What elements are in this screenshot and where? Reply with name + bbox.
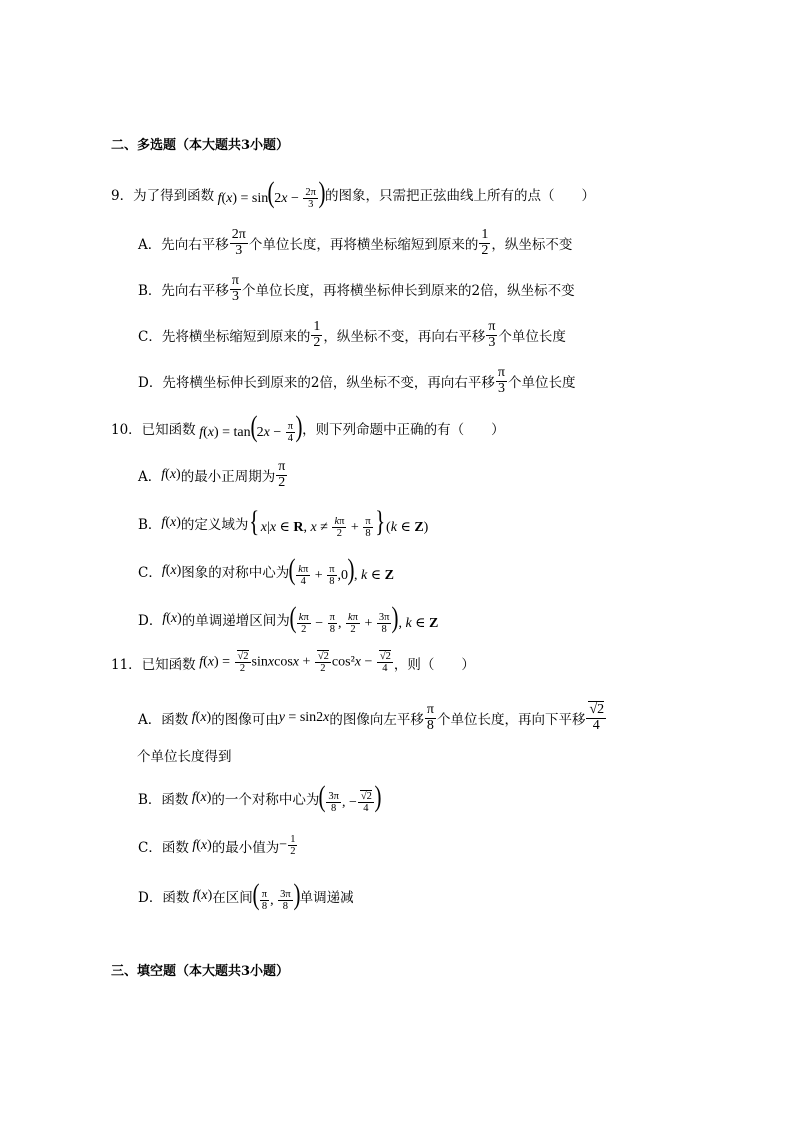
q11-a-text-2: 的图像可由 [211,712,279,729]
q11-a-sin2x: y = sin2x [278,710,330,726]
q10-a-fx: f(x) [161,467,181,483]
section-heading-fill-in-blank: 三、填空题（本大题共3小题） [111,964,290,979]
q9-function-formula: f(x) = sin(2x − $\frac{2\pi}{3}$ ) [217,176,326,211]
q10-c-fx: f(x) [161,563,182,579]
q11-b-text-2: 的一个对称中心为 [211,792,320,809]
q11-a-fraction-sqrt2-4: √2 4 [586,703,606,733]
q11-a-fraction-pi-8: π 8 [426,702,434,733]
q10-b-fx: f(x) [161,515,181,531]
q9-b-fraction-pi-3: π 3 [231,273,239,304]
q10-c-text-1: C． [138,565,162,582]
q10-option-d[interactable] [138,603,438,635]
q10-c-text-2: 图象的对称中心为 [181,565,290,582]
q11-option-b[interactable] [138,782,381,814]
q9-option-b[interactable] [138,274,575,304]
question-11-stem [111,651,475,674]
q10-d-text-1: D． [138,613,163,630]
q10-function-formula: f(x) = tan(2x − $\frac{\pi}{4}$ ) [199,410,303,445]
q10-option-b[interactable] [138,507,428,539]
q11-function-formula: f(x) = $\frac{√2}{2}$ sinxcosx + $\frac{√2}{2}$ cos²x − $\frac{√2}{4}$ [199,651,391,675]
q11-c-min-value: − $\frac{1}{2}$ [279,834,296,858]
q11-c-text-1: C．函数 [138,839,189,856]
q11-d-text-2: 在区间 [212,890,253,907]
q9-option-a[interactable] [138,228,572,258]
q11-stem-suffix: ，则（ ） [393,656,475,673]
q9-stem-suffix: 的图象，只需把正弦曲线上所有的点（ ） [324,188,595,205]
q11-a-text-3: 的图像向左平移 [329,712,424,729]
q11-b-center-formula: ( $\frac{3\pi}{8}$ , − $\frac{√2}{4}$ ) [318,780,382,815]
q10-b-domain-set: {x|x ∈ R, x ≠ $\frac{k\pi}{2}$ + $\frac{\pi}{8}$ }(k ∈ Z) [249,505,429,540]
q10-a-text-2: 的最小正周期为 [180,469,276,486]
q9-a-fraction-1-2: 1 2 [481,227,489,258]
q10-d-text-2: 的单调递增区间为 [181,613,290,630]
q11-b-fx: f(x) [191,790,212,806]
q9-stem-text: 9．为了得到函数 [111,188,215,205]
q10-d-fx: f(x) [162,611,182,627]
q9-a-text-2: 个单位长度，再将横坐标缩短到原来的 [248,237,479,254]
q10-a-fraction-pi-2: π 2 [278,459,286,490]
q9-b-text-1: B．先向右平移 [138,283,229,300]
q9-d-text-2: 个单位长度 [508,375,576,392]
q9-c-text-2: ，纵坐标不变，再向右平移 [323,329,486,346]
q9-a-text-1: A．先向右平移 [138,237,229,254]
q9-a-text-3: ，纵坐标不变 [491,237,573,254]
q9-b-text-2: 个单位长度，再将横坐标伸长到原来的2倍，纵坐标不变 [242,283,575,300]
q11-a-fx: f(x) [191,710,212,726]
q10-b-text-1: B． [138,517,162,534]
q11-d-fx: f(x) [192,888,213,904]
q10-stem-text: 10．已知函数 [111,422,196,439]
q11-d-text-1: D．函数 [138,890,190,907]
question-10-stem [111,412,505,444]
q11-d-interval-formula: ( $\frac{\pi}{8}$ , $\frac{3\pi}{8}$ ) [252,878,301,913]
q11-option-a-continued [138,745,232,765]
q10-option-c[interactable] [138,555,394,587]
q10-option-a[interactable] [138,460,288,490]
question-9-stem [111,178,595,210]
q11-d-text-3: 单调递减 [299,890,354,907]
q9-d-text-1: D．先将横坐标伸长到原来的2倍，纵坐标不变，再向右平移 [138,375,495,392]
q11-a-text-1: A．函数 [138,712,189,729]
q9-c-fraction-1-2: 1 2 [313,319,321,350]
q11-b-text-1: B．函数 [138,792,189,809]
q10-a-text-1: A． [138,469,162,486]
q10-b-text-2: 的定义域为 [180,517,249,534]
q9-c-text-3: 个单位长度 [498,329,566,346]
q10-stem-suffix: ，则下列命题中正确的有（ ） [302,422,505,439]
q11-option-a[interactable] [138,703,607,733]
q9-option-c[interactable] [138,320,566,350]
q10-c-center-formula: ( $\frac{k\pi}{4}$ + $\frac{\pi}{8}$ ,0), k ∈ Z [288,553,394,588]
q11-c-text-2: 的最小值为 [211,839,280,856]
q9-c-text-1: C．先将横坐标缩短到原来的 [138,329,311,346]
q9-option-d[interactable] [138,366,576,396]
section-heading-multiple-choice: 二、多选题（本大题共3小题） [111,138,290,153]
q10-d-interval-formula: ( $\frac{k\pi}{2}$ − $\frac{\pi}{8}$ , $\frac{k\pi}{2}$ + $\frac{3\pi}{8}$ ), k ∈ Z [289,601,439,636]
q11-stem-text: 11．已知函数 [111,656,196,673]
q11-option-c[interactable] [138,834,298,857]
q9-d-fraction-pi-3: π 3 [497,365,505,396]
q11-option-d[interactable] [138,880,354,912]
q9-a-fraction-2pi-3: 2π 3 [231,227,246,258]
q9-c-fraction-pi-3: π 3 [488,319,496,350]
q11-a-text-4: 个单位长度，再向下平移 [436,712,586,729]
q11-c-fx: f(x) [192,837,212,853]
q11-a-text-5: 个单位长度得到 [137,749,232,765]
